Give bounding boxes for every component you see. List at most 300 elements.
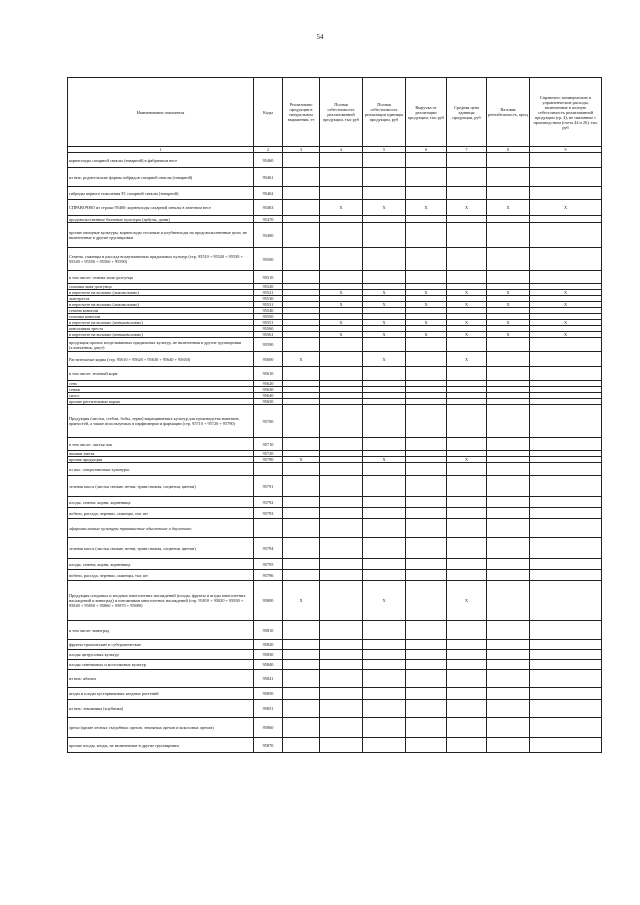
column-index: 3 xyxy=(283,147,320,153)
data-cell: X xyxy=(320,332,363,338)
table-row xyxy=(68,271,602,284)
table-row xyxy=(68,463,602,476)
header-codes: Коды xyxy=(254,78,283,147)
data-cell xyxy=(283,223,320,248)
data-cell xyxy=(320,621,363,640)
table-row xyxy=(68,718,602,738)
data-cell xyxy=(530,508,602,519)
data-cell xyxy=(406,223,447,248)
data-cell xyxy=(530,216,602,223)
data-cell xyxy=(363,738,406,753)
data-cell xyxy=(283,640,320,650)
data-cell xyxy=(363,650,406,660)
table-row xyxy=(68,497,602,508)
data-cell: X xyxy=(363,290,406,296)
data-cell: X xyxy=(363,320,406,326)
table-row xyxy=(68,216,602,223)
data-cell: X xyxy=(530,332,602,338)
data-cell xyxy=(283,508,320,519)
data-cell xyxy=(487,700,530,718)
data-cell xyxy=(487,570,530,581)
data-cell xyxy=(320,559,363,570)
row-label: побеги, рассада, черенки, саженцы, тыс шт xyxy=(68,508,254,519)
data-cell xyxy=(447,187,487,200)
data-cell xyxy=(447,497,487,508)
data-cell xyxy=(447,718,487,738)
data-cell xyxy=(530,660,602,670)
data-cell xyxy=(363,168,406,187)
row-label: продовольственные бахчевые культуры (арбузы, дыни) xyxy=(68,216,254,223)
data-cell xyxy=(363,187,406,200)
row-code: 95490 xyxy=(254,223,283,248)
data-cell: X xyxy=(447,302,487,308)
data-cell xyxy=(320,463,363,476)
data-cell xyxy=(406,338,447,352)
data-cell xyxy=(283,570,320,581)
data-cell xyxy=(447,538,487,559)
row-code: 95796 xyxy=(254,570,283,581)
data-cell xyxy=(406,216,447,223)
data-cell: X xyxy=(406,320,447,326)
table-row xyxy=(68,438,602,451)
row-label: ягоды и плоды кустарниковых ягодных растений xyxy=(68,688,254,700)
table-row xyxy=(68,248,602,271)
data-cell: X xyxy=(487,200,530,216)
data-cell xyxy=(487,581,530,621)
data-cell xyxy=(447,367,487,381)
data-cell xyxy=(320,688,363,700)
data-cell xyxy=(283,519,320,538)
data-cell xyxy=(363,660,406,670)
data-cell xyxy=(487,338,530,352)
data-cell xyxy=(363,438,406,451)
data-cell xyxy=(320,153,363,168)
data-cell xyxy=(320,640,363,650)
data-cell: X xyxy=(447,290,487,296)
data-cell xyxy=(447,153,487,168)
data-cell xyxy=(320,352,363,367)
row-code: 95463 xyxy=(254,200,283,216)
row-code: 95510 xyxy=(254,271,283,284)
data-cell xyxy=(487,508,530,519)
row-code: 95820 xyxy=(254,640,283,650)
data-cell xyxy=(487,738,530,753)
row-code: 95860 xyxy=(254,718,283,738)
row-label: Семена, саженцы и рассада возделываемых прядильных культур (стр. 95510 + 95520 + 95530 + 95540 + 95550 + 95560 + 95590) xyxy=(68,248,254,271)
column-index: 1 xyxy=(68,147,254,153)
row-label: сенаж xyxy=(68,387,254,393)
data-cell xyxy=(320,508,363,519)
data-cell xyxy=(363,271,406,284)
data-cell xyxy=(487,248,530,271)
data-cell xyxy=(363,223,406,248)
data-cell xyxy=(406,718,447,738)
row-label: прочие овощные культуры, корнеплоды столовые и клубнеплоды на продовольственные цели, не включенные в другие группировки xyxy=(68,223,254,248)
data-cell xyxy=(487,718,530,738)
row-code: 95793 xyxy=(254,508,283,519)
data-cell xyxy=(406,660,447,670)
data-cell xyxy=(530,718,602,738)
row-code: 95790 xyxy=(254,457,283,463)
data-cell xyxy=(406,352,447,367)
data-cell xyxy=(487,670,530,688)
row-label: сено xyxy=(68,381,254,387)
data-cell xyxy=(447,559,487,570)
data-cell xyxy=(363,519,406,538)
table-row xyxy=(68,650,602,660)
row-code: 95551 xyxy=(254,320,283,326)
data-cell xyxy=(406,670,447,688)
data-cell xyxy=(530,168,602,187)
data-cell xyxy=(530,352,602,367)
header-revenue: Выручка от реализации продукции, тыс руб xyxy=(406,78,447,147)
data-cell xyxy=(447,650,487,660)
row-code: 95792 xyxy=(254,497,283,508)
table-row xyxy=(68,660,602,670)
row-code: 95550 xyxy=(254,314,283,320)
data-cell xyxy=(283,200,320,216)
data-cell xyxy=(487,538,530,559)
data-cell xyxy=(447,338,487,352)
data-cell xyxy=(530,497,602,508)
row-code: 95531 xyxy=(254,302,283,308)
data-cell xyxy=(447,463,487,476)
data-cell xyxy=(363,621,406,640)
data-cell: X xyxy=(363,457,406,463)
row-label: шишки хмеля xyxy=(68,451,254,457)
data-cell xyxy=(320,248,363,271)
row-label: плоды цитрусовых культур xyxy=(68,650,254,660)
data-cell xyxy=(283,738,320,753)
data-cell xyxy=(320,538,363,559)
data-cell xyxy=(406,367,447,381)
row-label: продукция прочих возделываемых прядильных культур, не включенная в другие группировки (хлопчатник, джут) xyxy=(68,338,254,352)
table-header-row xyxy=(68,78,602,147)
row-label: в пересчете на волокно (пеньковолокно) xyxy=(68,332,254,338)
data-cell xyxy=(447,216,487,223)
data-cell: X xyxy=(530,320,602,326)
column-index: 8 xyxy=(487,147,530,153)
data-cell xyxy=(363,538,406,559)
data-cell xyxy=(406,497,447,508)
data-cell xyxy=(406,405,447,438)
data-cell xyxy=(283,367,320,381)
row-label: в пересчете на волокно (льноволокно) xyxy=(68,302,254,308)
row-label: из них: земляника (клубника) xyxy=(68,700,254,718)
row-code: 95650 xyxy=(254,399,283,405)
data-cell xyxy=(487,216,530,223)
data-cell xyxy=(447,670,487,688)
data-cell xyxy=(406,688,447,700)
row-label: силос xyxy=(68,393,254,399)
data-cell xyxy=(283,688,320,700)
data-cell: X xyxy=(320,302,363,308)
data-cell xyxy=(320,738,363,753)
header-reference-expenses: Справочно: коммерческие и управленческие расходы, включенные в полную себестоимость реализованной продукции (гр. 4), не связанные с производством (счета 44 и 26), тыс руб xyxy=(530,78,602,147)
row-code: 95851 xyxy=(254,700,283,718)
row-code: 95794 xyxy=(254,538,283,559)
data-cell xyxy=(320,519,363,538)
data-cell xyxy=(447,660,487,670)
row-code: 95560 xyxy=(254,326,283,332)
row-code: 95841 xyxy=(254,670,283,688)
table-row xyxy=(68,223,602,248)
data-cell xyxy=(530,640,602,650)
data-cell: X xyxy=(487,332,530,338)
data-cell: X xyxy=(283,352,320,367)
row-label: семена конопли xyxy=(68,308,254,314)
data-cell xyxy=(363,508,406,519)
table-row xyxy=(68,367,602,381)
data-cell xyxy=(530,650,602,660)
row-label: Продукция плодовых и ягодных многолетних насаждений (плоды, фрукты и ягоды многолетних насаждений и виноград) и питомников многолетних насаждений (стр. 95810 + 95820 + 95830 + 95840 + 95850 + 95860 + 95870 + 95880) xyxy=(68,581,254,621)
data-cell xyxy=(320,367,363,381)
data-cell xyxy=(487,153,530,168)
data-cell xyxy=(320,497,363,508)
row-code: 95795 xyxy=(254,559,283,570)
data-cell xyxy=(363,570,406,581)
column-index: 9 xyxy=(530,147,602,153)
row-code: 95590 xyxy=(254,338,283,352)
row-label: фрукты тропические и субтропические xyxy=(68,640,254,650)
data-cell xyxy=(283,187,320,200)
data-cell xyxy=(363,338,406,352)
data-cell xyxy=(406,187,447,200)
row-code: 95870 xyxy=(254,738,283,753)
row-label: прочие растительные корма xyxy=(68,399,254,405)
data-cell: X xyxy=(406,332,447,338)
data-cell: X xyxy=(283,457,320,463)
data-cell xyxy=(487,497,530,508)
data-cell xyxy=(283,718,320,738)
data-cell xyxy=(530,688,602,700)
data-cell: X xyxy=(320,320,363,326)
data-cell xyxy=(320,405,363,438)
row-label: из них: родительские формы гибридов сахарной свеклы (товарной) xyxy=(68,168,254,187)
row-label: в том числе: виноград xyxy=(68,621,254,640)
row-label: в том числе: зеленый корм xyxy=(68,367,254,381)
data-cell xyxy=(447,271,487,284)
data-cell xyxy=(487,519,530,538)
data-cell xyxy=(447,738,487,753)
data-cell xyxy=(530,621,602,640)
data-cell xyxy=(363,216,406,223)
row-label: конопляная треста xyxy=(68,326,254,332)
row-code: 95540 xyxy=(254,308,283,314)
data-cell: X xyxy=(530,302,602,308)
data-cell xyxy=(530,187,602,200)
data-cell xyxy=(530,581,602,621)
data-cell xyxy=(530,338,602,352)
data-cell xyxy=(320,338,363,352)
row-label: плоды семечковых и косточковых культур xyxy=(68,660,254,670)
table-row xyxy=(68,153,602,168)
data-cell xyxy=(363,688,406,700)
row-code: 95840 xyxy=(254,660,283,670)
data-cell xyxy=(530,559,602,570)
row-code: 95530 xyxy=(254,296,283,302)
row-code: 95460 xyxy=(254,153,283,168)
data-cell xyxy=(447,700,487,718)
table-row xyxy=(68,168,602,187)
data-cell: X xyxy=(447,352,487,367)
header-average-price: Средняя цена единицы продукции, руб xyxy=(447,78,487,147)
data-cell xyxy=(320,700,363,718)
row-label: побеги, рассада, черенки, саженцы, тыс шт xyxy=(68,570,254,581)
row-code: 95791 xyxy=(254,476,283,497)
data-cell xyxy=(406,581,447,621)
data-cell xyxy=(447,223,487,248)
row-code: 95710 xyxy=(254,438,283,451)
data-cell xyxy=(487,660,530,670)
data-cell xyxy=(530,248,602,271)
data-cell xyxy=(283,216,320,223)
data-cell xyxy=(530,570,602,581)
row-label: Растительные корма (стр. 95610 + 95620 + 95630 + 95640 + 95650) xyxy=(68,352,254,367)
row-code: 95830 xyxy=(254,650,283,660)
column-index: 7 xyxy=(447,147,487,153)
data-cell xyxy=(530,438,602,451)
row-label: в пересчете на волокно (льноволокно) xyxy=(68,290,254,296)
row-label: льнотреста xyxy=(68,296,254,302)
data-cell xyxy=(406,621,447,640)
data-cell: X xyxy=(530,200,602,216)
data-cell xyxy=(363,670,406,688)
data-cell xyxy=(406,570,447,581)
data-cell xyxy=(283,538,320,559)
data-cell xyxy=(406,168,447,187)
row-label: зеленая масса (листья свежие, ветки, трава свежая, соцветия, цветки) xyxy=(68,538,254,559)
data-cell xyxy=(447,476,487,497)
data-cell xyxy=(530,153,602,168)
data-cell: X xyxy=(363,352,406,367)
data-cell xyxy=(487,367,530,381)
data-cell xyxy=(363,497,406,508)
data-cell: X xyxy=(406,302,447,308)
data-cell xyxy=(363,153,406,168)
row-code: 95561 xyxy=(254,332,283,338)
column-index: 4 xyxy=(320,147,363,153)
data-cell: X xyxy=(487,320,530,326)
data-cell xyxy=(320,476,363,497)
data-cell xyxy=(406,476,447,497)
data-cell xyxy=(447,621,487,640)
table-row xyxy=(68,338,602,352)
table-row xyxy=(68,640,602,650)
table-row xyxy=(68,352,602,367)
data-cell: X xyxy=(320,200,363,216)
data-cell xyxy=(283,153,320,168)
header-gross-profitability: Валовая рентабельность, проц xyxy=(487,78,530,147)
row-code: 95850 xyxy=(254,688,283,700)
table-row xyxy=(68,476,602,497)
table-row xyxy=(68,700,602,718)
data-cell: X xyxy=(447,457,487,463)
header-full-cost: Полная себестоимость реализованной продукции, тыс руб xyxy=(320,78,363,147)
data-cell xyxy=(530,405,602,438)
data-cell xyxy=(283,168,320,187)
row-code: 95630 xyxy=(254,387,283,393)
data-cell xyxy=(487,650,530,660)
header-unit-cost: Полная себестоимость реализации единицы продукции, руб xyxy=(363,78,406,147)
data-cell xyxy=(363,463,406,476)
data-cell xyxy=(487,621,530,640)
data-cell: X xyxy=(406,290,447,296)
data-cell xyxy=(487,271,530,284)
row-code: 95500 xyxy=(254,248,283,271)
row-label: гибриды первого поколения F1 сахарной свеклы (товарной) xyxy=(68,187,254,200)
data-cell: X xyxy=(530,290,602,296)
row-code: 95640 xyxy=(254,393,283,399)
data-cell xyxy=(320,570,363,581)
data-cell xyxy=(487,476,530,497)
data-cell xyxy=(406,738,447,753)
table-row xyxy=(68,508,602,519)
data-cell xyxy=(406,519,447,538)
row-label: плоды, семена, корни, корневища xyxy=(68,559,254,570)
table-row xyxy=(68,581,602,621)
data-cell xyxy=(447,519,487,538)
data-cell xyxy=(320,223,363,248)
row-code xyxy=(254,463,283,476)
column-index: 6 xyxy=(406,147,447,153)
data-cell: X xyxy=(320,290,363,296)
row-label: зеленая масса (листья свежие, ветки, трава свежая, соцветия, цветки) xyxy=(68,476,254,497)
data-cell xyxy=(363,367,406,381)
data-cell xyxy=(363,700,406,718)
data-cell xyxy=(283,497,320,508)
row-label: Продукция (листья, стебли, бобы, зерна) выращиваемых культур для производства напитков, пряностей, а также используемых в парфюмерии и фармации (стр. 95710 + 95720 + 95790) xyxy=(68,405,254,438)
row-label: в том числе: листья чая xyxy=(68,438,254,451)
data-cell xyxy=(447,168,487,187)
data-cell xyxy=(447,508,487,519)
row-label: корнеплоды сахарной свеклы (товарной) в фабричном весе xyxy=(68,153,254,168)
data-cell xyxy=(406,700,447,718)
data-cell: X xyxy=(406,200,447,216)
data-cell xyxy=(406,248,447,271)
data-cell xyxy=(283,559,320,570)
data-cell xyxy=(447,438,487,451)
row-code: 95700 xyxy=(254,405,283,438)
data-cell: X xyxy=(487,290,530,296)
row-code: 95461 xyxy=(254,168,283,187)
row-label: соломка конопли xyxy=(68,314,254,320)
data-cell xyxy=(487,405,530,438)
data-cell: X xyxy=(363,581,406,621)
data-cell xyxy=(406,508,447,519)
row-label: плоды, семена, корни, корневища xyxy=(68,497,254,508)
table-row xyxy=(68,200,602,216)
data-cell xyxy=(283,621,320,640)
table-row xyxy=(68,570,602,581)
data-cell: X xyxy=(487,302,530,308)
data-cell xyxy=(406,559,447,570)
data-cell xyxy=(320,718,363,738)
data-cell xyxy=(283,463,320,476)
table-row xyxy=(68,670,602,688)
row-code: 95600 xyxy=(254,352,283,367)
data-cell xyxy=(283,338,320,352)
row-label: прочая продукция xyxy=(68,457,254,463)
data-cell xyxy=(283,700,320,718)
row-code: 95520 xyxy=(254,284,283,290)
data-cell xyxy=(530,476,602,497)
statistics-form-table xyxy=(67,77,602,753)
data-cell xyxy=(530,519,602,538)
data-cell xyxy=(406,463,447,476)
row-code: 95720 xyxy=(254,451,283,457)
data-cell xyxy=(487,223,530,248)
